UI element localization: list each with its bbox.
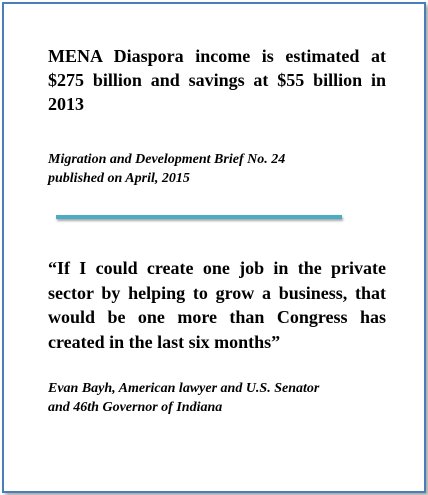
source-citation [48, 150, 378, 188]
quote: “If I could create one job in the private sector by helping to grow a business, that would be one more than Congress has created in the last six months” [48, 258, 386, 352]
attribution-line-1: Evan Bayh, American lawyer and U.S. Senator [48, 381, 320, 396]
text-box-frame [2, 2, 426, 493]
source-line-1: Migration and Development Brief No. 24 [48, 152, 286, 167]
source-line-2: published on April, 2015 [48, 171, 190, 186]
attribution-line-2: and 46th Governor of Indiana [48, 400, 223, 415]
divider [56, 215, 342, 219]
quote-attribution [48, 379, 378, 417]
headline: MENA Diaspora income is estimated at $275 billion and savings at $55 billion in 2013 [48, 46, 386, 114]
